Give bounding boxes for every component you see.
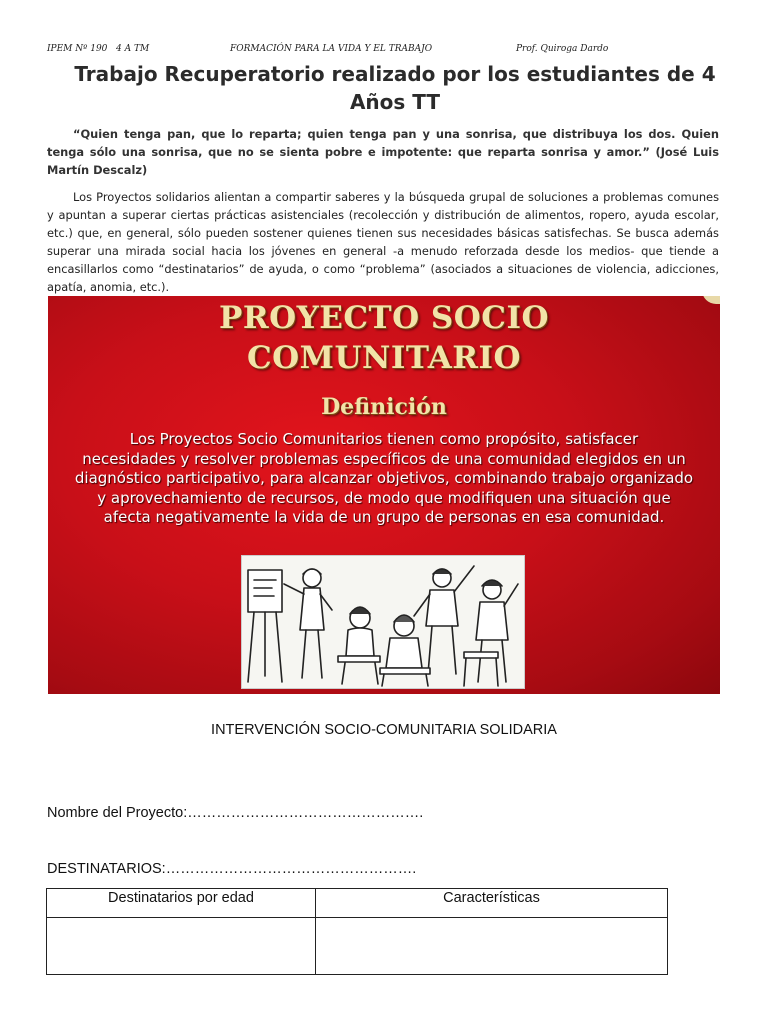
header-course: 4 A TM <box>116 44 150 54</box>
quote-paragraph: “Quien tenga pan, que lo reparta; quien tenga pan y una sonrisa, que distribuya los dos. Quien tenga sólo una sonrisa, que no se sienta pobre e impotente: que reparta sonrisa y amor.” (José Luis Martín Descalz) <box>47 127 719 177</box>
section-heading: INTERVENCIÓN SOCIO-COMUNITARIA SOLIDARIA <box>211 722 557 738</box>
slide-title-line-2: COMUNITARIO <box>246 340 522 376</box>
header-school: IPEM Nº 190 <box>47 44 108 54</box>
recipients-field[interactable]: DESTINATARIOS:……………………………………………. <box>47 861 417 877</box>
table-cell-age[interactable] <box>47 918 316 975</box>
slide-text-line: necesidades y resolver problemas específicos de una comunidad elegidos en un <box>82 449 686 468</box>
slide-subtitle: Definición <box>321 394 447 420</box>
title-line-1: Trabajo Recuperatorio realizado por los estudiantes de 4 <box>74 62 716 86</box>
slide-text-line: y aprovechamiento de recursos, de modo que modifiquen una situación que <box>97 488 671 507</box>
document-title <box>60 60 730 116</box>
community-meeting-illustration <box>241 555 525 689</box>
slide-text-line: Los Proyectos Socio Comunitarios tienen como propósito, satisfacer <box>129 430 639 448</box>
project-name-field[interactable]: Nombre del Proyecto:…………………………………………. <box>47 805 424 821</box>
slide-text-line: afecta negativamente la vida de un grupo de personas en esa comunidad. <box>103 508 665 526</box>
project-definition-slide <box>48 296 720 694</box>
page-header <box>0 44 768 58</box>
slide-title <box>48 298 720 378</box>
slide-definition-text <box>50 430 718 528</box>
slide-title-line-1: PROYECTO SOCIO <box>219 300 549 336</box>
slide-text-line: diagnóstico participativo, para alcanzar objetivos, combinando trabajo organizado <box>74 469 694 487</box>
table-header-characteristics: Características <box>316 889 668 918</box>
intro-paragraph: Los Proyectos solidarios alientan a compartir saberes y la búsqueda grupal de soluciones a problemas comunes y apuntan a superar ciertas prácticas asistenciales (recolección y distribución de alimentos, ropero, ayuda escolar, etc.) que, en general, sólo pueden sostener quienes tienen sus necesidades básicas satisfechas. Se busca además superar una mirada social hacia los jóvenes en general -a menudo reforzada desde los medios- que tiende a encasillarlos como “destinatarios” de ayuda, o como “problema” (asociados a situaciones de violencia, adicciones, apatía, anomia, etc.). <box>47 190 719 294</box>
recipients-table <box>46 888 668 975</box>
table-header-age: Destinatarios por edad <box>47 889 316 918</box>
header-subject: FORMACIÓN PARA LA VIDA Y EL TRABAJO <box>230 44 433 54</box>
title-line-2: Años TT <box>349 90 441 114</box>
table-cell-characteristics[interactable] <box>316 918 668 975</box>
group-meeting-drawing <box>242 556 524 688</box>
header-teacher: Prof. Quiroga Dardo <box>516 44 609 54</box>
